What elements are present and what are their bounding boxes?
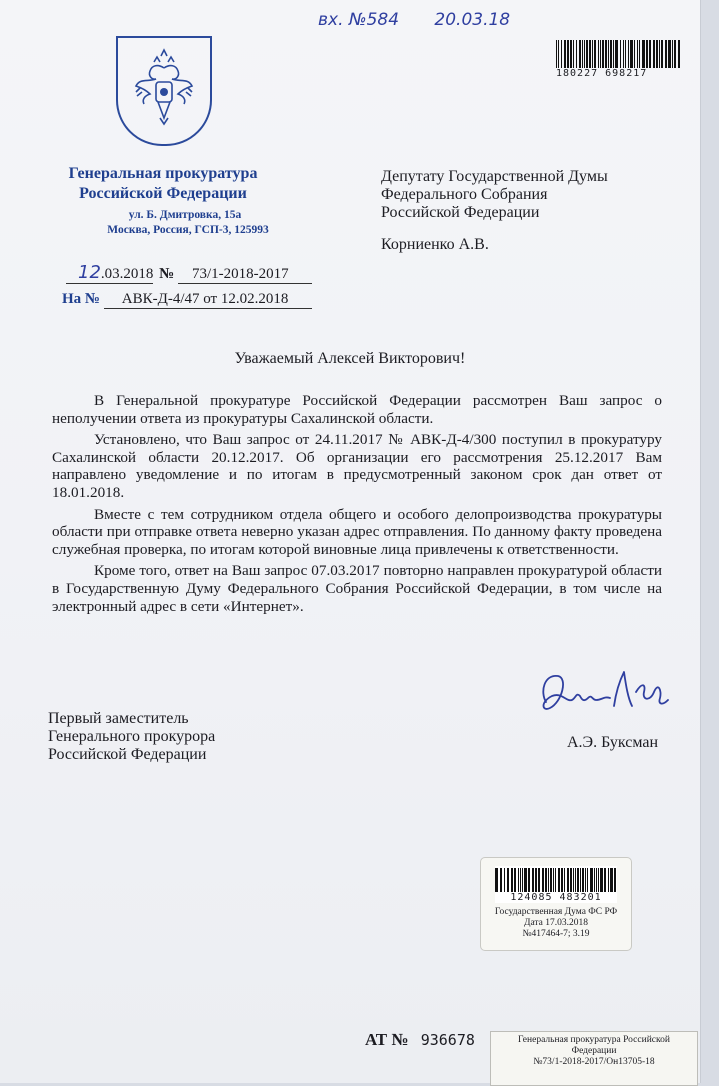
- form-number-label: АТ №: [365, 1030, 409, 1049]
- barcode-bar: [542, 868, 544, 892]
- outgoing-date: .03.2018: [100, 266, 154, 282]
- outgoing-number-label: №: [159, 266, 175, 282]
- barcode-bar: [672, 40, 674, 68]
- signatory-position-line1: Первый заместитель: [48, 710, 189, 727]
- barcode-bar: [538, 868, 541, 892]
- handwritten-signature: [532, 662, 682, 720]
- incoming-note-number: вх. №584: [318, 10, 400, 30]
- barcode-bar: [573, 868, 574, 892]
- letter-body: [52, 392, 662, 615]
- signatory-position: [48, 710, 215, 764]
- barcode-bar: [649, 40, 651, 68]
- paragraph-1: В Генеральной прокуратуре Российской Федерации рассмотрен Ваш запрос о неполучении ответа из прокуратуры Сахалинской области.: [52, 392, 662, 427]
- barcode-bar: [524, 868, 527, 892]
- barcode-bar: [561, 40, 562, 68]
- coat-of-arms-emblem: [116, 36, 212, 146]
- barcode-bar: [605, 40, 607, 68]
- gp-stamp-line1: Генеральная прокуратура Российской: [518, 1035, 670, 1045]
- barcode-bar: [495, 868, 498, 892]
- barcode-bar: [674, 40, 676, 68]
- barcode-bar: [580, 868, 581, 892]
- barcode-bar: [637, 40, 638, 68]
- barcode-bar: [610, 868, 613, 892]
- recipient-line3: Российской Федерации: [381, 204, 540, 221]
- barcode-bar: [598, 40, 600, 68]
- barcode-bar: [623, 40, 624, 68]
- barcode-bar: [592, 40, 594, 68]
- barcode-bar: [646, 40, 648, 68]
- barcode-bar: [553, 868, 554, 892]
- barcode-bar: [608, 868, 609, 892]
- barcode-bar: [570, 868, 572, 892]
- barcode-bar: [598, 868, 599, 892]
- barcode-bar: [570, 40, 572, 68]
- barcode-bar: [596, 868, 598, 892]
- signatory-position-line2: Генерального прокурора: [48, 728, 216, 745]
- top-barcode-number: 180227 698217: [556, 68, 648, 79]
- outgoing-number: 73/1-2018-2017: [178, 266, 312, 284]
- barcode-bar: [594, 868, 595, 892]
- barcode-bar: [659, 40, 660, 68]
- barcode-bar: [602, 40, 604, 68]
- barcode-bar: [500, 868, 503, 892]
- signatory-position-line3: Российской Федерации: [48, 746, 207, 763]
- barcode-bar: [545, 868, 547, 892]
- barcode-bar: [522, 868, 523, 892]
- barcode-bar: [564, 868, 565, 892]
- recipient-name: Корниенко А.В.: [381, 236, 489, 253]
- sender-address-line2: Москва, Россия, ГСП-3, 125993: [107, 224, 269, 236]
- barcode-bar: [576, 40, 577, 68]
- barcode-bar: [559, 868, 560, 892]
- barcode-bar: [564, 40, 566, 68]
- barcode-bar: [587, 40, 588, 68]
- barcode-bar: [585, 868, 587, 892]
- duma-sticker-line1: Государственная Дума ФС РФ: [494, 907, 618, 917]
- barcode-bar: [558, 868, 559, 892]
- barcode-bar: [567, 40, 569, 68]
- recipient-block: [381, 168, 608, 254]
- duma-barcode-number: 124085 483201: [510, 892, 602, 903]
- form-number-value: 936678: [420, 1031, 475, 1049]
- barcode-bar: [589, 40, 591, 68]
- barcode-bar: [577, 868, 580, 892]
- sender-organization: [58, 164, 268, 204]
- barcode-bar: [573, 40, 574, 68]
- barcode-bar: [514, 868, 516, 892]
- duma-registration-sticker: [480, 857, 632, 951]
- barcode-bar: [582, 40, 583, 68]
- barcode-bar: [604, 868, 607, 892]
- outgoing-date-handwritten: 12: [78, 262, 101, 283]
- barcode-bar: [668, 40, 670, 68]
- salutation: Уважаемый Алексей Викторович!: [234, 350, 466, 367]
- prosecutor-registration-stamp: [490, 1031, 698, 1086]
- sender-org-line1: Генеральная прокуратура: [68, 165, 258, 182]
- gp-stamp-line2: Федерации: [571, 1046, 617, 1056]
- barcode-bar: [579, 40, 581, 68]
- duma-barcode-bars: [495, 866, 617, 892]
- barcode-bar: [608, 40, 609, 68]
- barcode-bar: [620, 40, 622, 68]
- paragraph-3: Вместе с тем сотрудником отдела общего и особого делопроизводства прокуратуры области при отправке ответа неверно указан адрес отправления. По данному факту проведена служебная проверка, по итогам которой виновные лица привлечены к ответственности.: [52, 505, 662, 558]
- sender-org-line2: Российской Федерации: [79, 185, 247, 202]
- barcode-bar: [504, 868, 505, 892]
- form-number: [365, 1030, 475, 1050]
- top-barcode: [556, 38, 682, 79]
- double-headed-eagle-icon: [118, 38, 210, 144]
- barcode-bar: [550, 868, 552, 892]
- duma-barcode: [495, 866, 617, 903]
- barcode-bar: [567, 868, 570, 892]
- barcode-bar: [575, 868, 576, 892]
- barcode-bar: [653, 40, 655, 68]
- barcode-bar: [507, 868, 510, 892]
- barcode-bar: [600, 40, 601, 68]
- barcode-bar: [610, 40, 612, 68]
- barcode-bar: [518, 868, 519, 892]
- barcode-bar: [600, 868, 603, 892]
- barcode-bar: [561, 868, 563, 892]
- barcode-bar: [678, 40, 680, 68]
- duma-sticker-line3: №417464-7; 3.19: [522, 929, 590, 939]
- barcode-bar: [511, 868, 513, 892]
- barcode-bar: [665, 40, 667, 68]
- paragraph-4: Кроме того, ответ на Ваш запрос 07.03.2017 повторно направлен прокуратурой области в Государственную Думу Федерального Собрания Российской Федерации, в том числе на электронный адрес в сети «Интернет».: [52, 562, 662, 615]
- barcode-bar: [661, 40, 663, 68]
- barcode-bar: [586, 40, 587, 68]
- duma-sticker-line2: Дата 17.03.2018: [523, 918, 589, 928]
- barcode-bar: [587, 868, 588, 892]
- incoming-note: [318, 10, 510, 30]
- barcode-bar: [528, 868, 531, 892]
- barcode-bar: [556, 40, 557, 68]
- barcode-bar: [634, 40, 636, 68]
- outgoing-date-number: [66, 262, 312, 284]
- barcode-bar: [584, 40, 585, 68]
- barcode-bar: [625, 40, 626, 68]
- signatory-name: А.Э. Буксман: [567, 734, 659, 751]
- recipient-line1: Депутату Государственной Думы: [381, 168, 608, 185]
- duma-sticker-text: [481, 907, 631, 940]
- barcode-bar: [639, 40, 641, 68]
- barcode-bar: [656, 40, 658, 68]
- barcode-bar: [548, 868, 550, 892]
- incoming-note-date: 20.03.18: [434, 10, 511, 30]
- barcode-bar: [532, 868, 534, 892]
- sender-address: [58, 208, 298, 238]
- gp-stamp-line3: №73/1-2018-2017/Он13705-18: [533, 1057, 655, 1067]
- barcode-bar: [558, 40, 560, 68]
- barcode-bar: [582, 868, 584, 892]
- barcode-bar: [630, 40, 632, 68]
- sender-address-line1: ул. Б. Дмитровка, 15а: [128, 209, 242, 221]
- reference-line: [62, 291, 312, 309]
- barcode-bar: [613, 40, 615, 68]
- paragraph-2: Установлено, что Ваш запрос от 24.11.2017 № АВК-Д-4/300 поступил в прокуратуру Сахалинской области 20.12.2017. Об организации его рассмотрения 25.12.2017 Вам направлено уведомление и по итогам в предусмотренный законом срок дан ответ от 18.01.2018.: [52, 431, 662, 501]
- recipient-line2: Федерального Собрания: [381, 186, 548, 203]
- barcode-bar: [614, 868, 617, 892]
- barcode-bar: [590, 868, 593, 892]
- barcode-bar: [594, 40, 596, 68]
- barcode-bar: [555, 868, 556, 892]
- barcode-bar: [628, 40, 630, 68]
- barcode-bar: [642, 40, 644, 68]
- top-barcode-bars: [556, 38, 682, 68]
- barcode-bar: [535, 868, 537, 892]
- barcode-bar: [520, 868, 522, 892]
- reference-value: АВК-Д-4/47 от 12.02.2018: [104, 291, 312, 309]
- reference-label: На №: [62, 291, 100, 307]
- barcode-bar: [615, 40, 617, 68]
